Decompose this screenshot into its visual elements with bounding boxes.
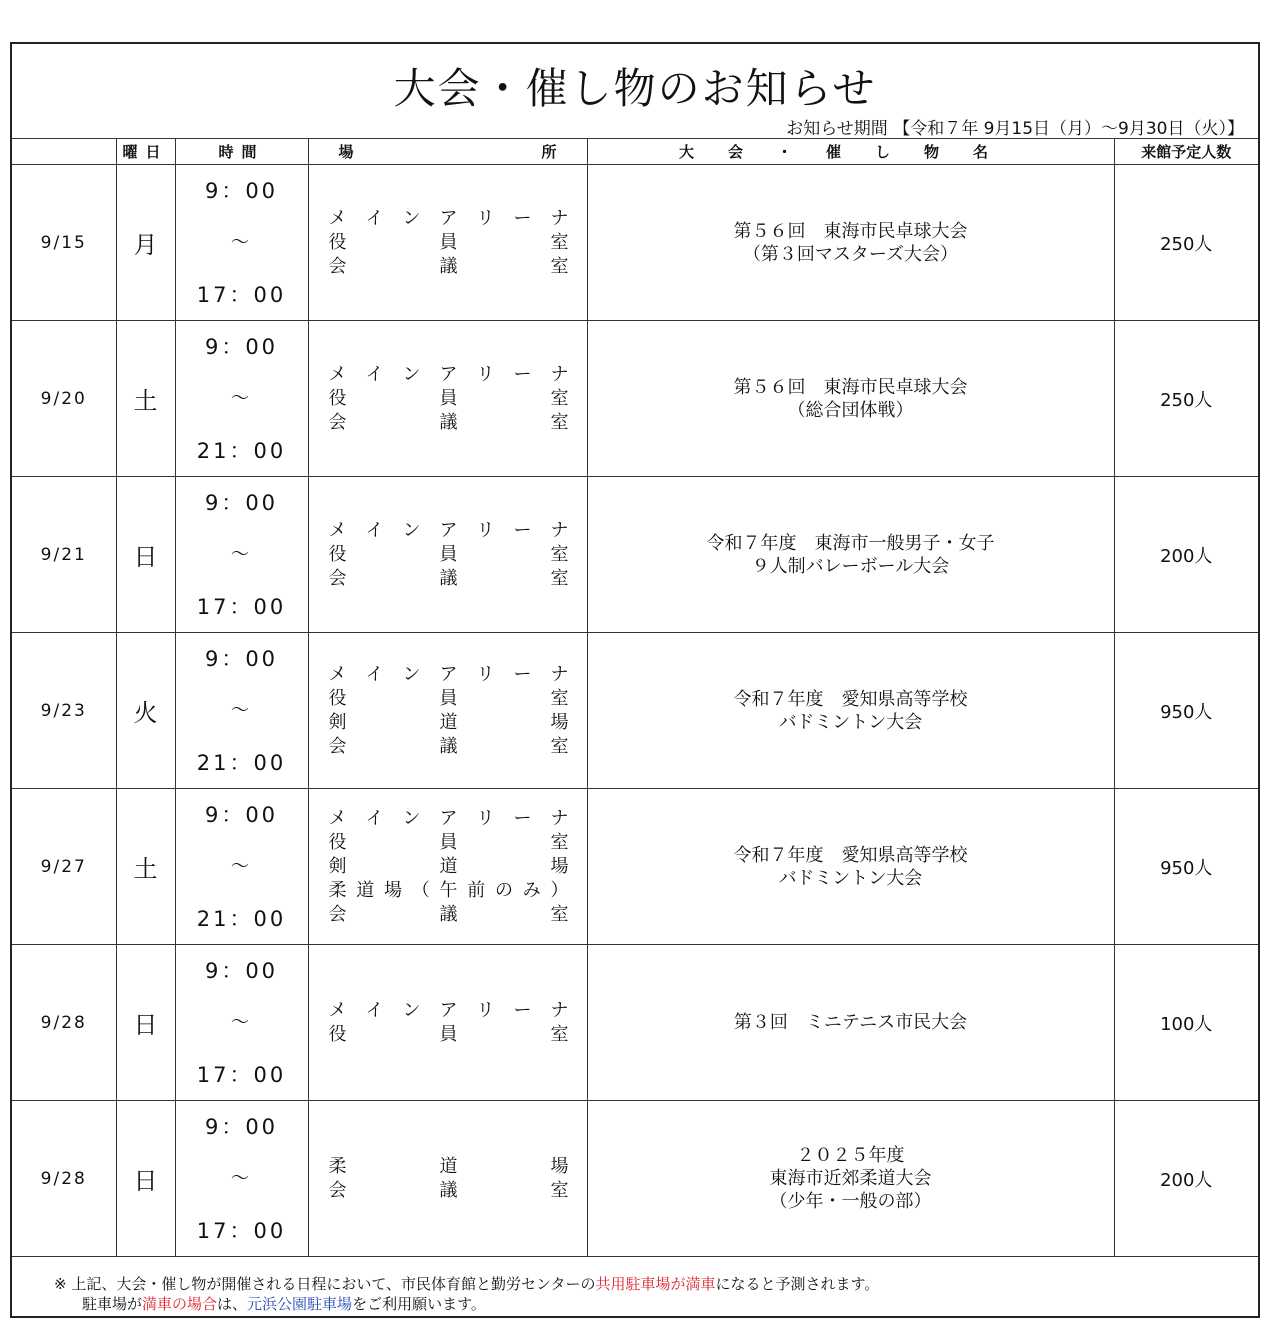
event-line: バドミントン大会 bbox=[778, 867, 923, 889]
place-char: ン bbox=[402, 663, 421, 685]
place-char: 員 bbox=[439, 387, 458, 409]
place-char: 剣 bbox=[328, 855, 347, 877]
place-line bbox=[329, 831, 569, 855]
place-char: 室 bbox=[550, 1023, 569, 1045]
header-place-left: 場 bbox=[338, 143, 362, 161]
place-char: 員 bbox=[439, 1023, 458, 1045]
place-char: ン bbox=[402, 519, 421, 541]
note-text: は、 bbox=[217, 1295, 248, 1313]
place-line bbox=[329, 411, 569, 435]
place-char: 柔 bbox=[328, 1155, 347, 1177]
place-char: 役 bbox=[328, 831, 347, 853]
place-char: の bbox=[495, 879, 513, 901]
place-char: ナ bbox=[550, 363, 569, 385]
start-time: 9：00 bbox=[204, 802, 279, 827]
header-day: 曜日 bbox=[116, 139, 175, 165]
place-char: 前 bbox=[467, 879, 486, 901]
place-char: メ bbox=[328, 519, 347, 541]
place-char: ン bbox=[402, 807, 421, 829]
place-char: 室 bbox=[550, 411, 569, 433]
place-char: ン bbox=[402, 207, 421, 229]
row-places bbox=[308, 945, 587, 1101]
place-line bbox=[329, 663, 569, 687]
event-line: （第３回マスターズ大会） bbox=[742, 243, 959, 265]
place-char: ア bbox=[439, 207, 458, 229]
time-range-tilde: ～ bbox=[231, 1011, 252, 1033]
place-char: 室 bbox=[550, 255, 569, 277]
table-row bbox=[12, 477, 1258, 633]
place-char: 室 bbox=[550, 387, 569, 409]
place-line bbox=[329, 543, 569, 567]
place-char: 議 bbox=[439, 735, 458, 757]
event-line: 令和７年度 愛知県高等学校 bbox=[733, 688, 968, 710]
header-count: 来館予定人数 bbox=[1114, 139, 1258, 165]
place-line bbox=[329, 231, 569, 255]
row-places bbox=[308, 321, 587, 477]
table-row bbox=[12, 789, 1258, 945]
header-place bbox=[308, 139, 587, 165]
place-char: メ bbox=[328, 807, 347, 829]
place-char: イ bbox=[365, 207, 384, 229]
event-line: 令和７年度 東海市一般男子・女子 bbox=[706, 532, 995, 554]
event-table bbox=[12, 138, 1258, 1257]
start-time: 9：00 bbox=[204, 958, 279, 983]
place-char: リ bbox=[476, 519, 495, 541]
place-char: メ bbox=[328, 999, 347, 1021]
end-time: 17：00 bbox=[196, 1062, 287, 1087]
place-char: イ bbox=[365, 999, 384, 1021]
place-char: 議 bbox=[439, 411, 458, 433]
table-header-row bbox=[12, 139, 1258, 165]
end-time: 21：00 bbox=[196, 906, 287, 931]
place-char: ー bbox=[513, 807, 532, 829]
event-line: 第３回 ミニテニス市民大会 bbox=[733, 1012, 968, 1033]
row-expected-visitors: 100人 bbox=[1114, 945, 1258, 1101]
row-date: 9/28 bbox=[12, 945, 116, 1101]
row-places bbox=[308, 789, 587, 945]
header-time: 時間 bbox=[175, 139, 308, 165]
place-char: 室 bbox=[550, 687, 569, 709]
place-line bbox=[329, 387, 569, 411]
row-event bbox=[587, 789, 1114, 945]
start-time: 9：00 bbox=[204, 178, 279, 203]
row-event bbox=[587, 477, 1114, 633]
note-highlight-blue: 元浜公園駐車場 bbox=[247, 1295, 353, 1313]
row-day-of-week: 日 bbox=[116, 477, 175, 633]
place-char: 室 bbox=[550, 831, 569, 853]
place-char: 員 bbox=[439, 231, 458, 253]
place-char: ー bbox=[513, 999, 532, 1021]
place-line bbox=[329, 687, 569, 711]
event-line: ２０２５年度 bbox=[796, 1145, 905, 1166]
place-char: リ bbox=[476, 363, 495, 385]
place-char: 員 bbox=[439, 831, 458, 853]
time-range-tilde: ～ bbox=[231, 699, 252, 721]
place-char: 室 bbox=[550, 903, 569, 925]
place-char: ア bbox=[439, 519, 458, 541]
row-date: 9/23 bbox=[12, 633, 116, 789]
place-line bbox=[329, 567, 569, 591]
place-line bbox=[329, 903, 569, 927]
place-line bbox=[329, 807, 569, 831]
place-char: 員 bbox=[439, 687, 458, 709]
event-line: 令和７年度 愛知県高等学校 bbox=[733, 844, 968, 866]
row-time bbox=[175, 321, 308, 477]
row-date: 9/15 bbox=[12, 165, 116, 321]
place-char: ー bbox=[513, 519, 532, 541]
table-row bbox=[12, 633, 1258, 789]
row-places bbox=[308, 1101, 587, 1257]
place-char: ア bbox=[439, 363, 458, 385]
place-char: 道 bbox=[356, 879, 375, 901]
place-char: 室 bbox=[550, 567, 569, 589]
time-range-tilde: ～ bbox=[231, 855, 252, 877]
place-char: ナ bbox=[550, 207, 569, 229]
place-char: 会 bbox=[328, 255, 347, 277]
row-expected-visitors: 200人 bbox=[1114, 1101, 1258, 1257]
place-line bbox=[329, 1155, 569, 1179]
place-char: 室 bbox=[550, 735, 569, 757]
place-char: リ bbox=[476, 807, 495, 829]
place-char: み bbox=[522, 879, 541, 901]
place-line bbox=[329, 711, 569, 735]
row-time bbox=[175, 1101, 308, 1257]
event-line: ９人制バレーボール大会 bbox=[751, 555, 950, 577]
page-title: 大会・催し物のお知らせ bbox=[393, 64, 877, 113]
event-line: （総合団体戦） bbox=[787, 399, 914, 421]
header-event: 大会・催し物名 bbox=[587, 139, 1114, 165]
place-char: 役 bbox=[328, 387, 347, 409]
place-char: 場 bbox=[550, 711, 569, 733]
row-expected-visitors: 950人 bbox=[1114, 789, 1258, 945]
place-line bbox=[329, 255, 569, 279]
place-char: 役 bbox=[328, 543, 347, 565]
place-char: 午 bbox=[439, 879, 458, 901]
place-char: メ bbox=[328, 363, 347, 385]
time-range-tilde: ～ bbox=[231, 1167, 252, 1189]
place-char: ン bbox=[402, 999, 421, 1021]
place-line bbox=[329, 735, 569, 759]
start-time: 9：00 bbox=[204, 334, 279, 359]
place-char: ー bbox=[513, 363, 532, 385]
place-char: 室 bbox=[550, 543, 569, 565]
place-line bbox=[329, 1179, 569, 1203]
place-char: ナ bbox=[550, 807, 569, 829]
place-char: 場 bbox=[384, 879, 402, 901]
row-time bbox=[175, 633, 308, 789]
table-row bbox=[12, 1101, 1258, 1257]
parking-note-line-2 bbox=[54, 1294, 879, 1314]
place-line bbox=[329, 855, 569, 879]
header-date bbox=[12, 139, 116, 165]
place-char: ア bbox=[439, 663, 458, 685]
event-line: バドミントン大会 bbox=[778, 711, 923, 733]
place-char: 議 bbox=[439, 255, 458, 277]
row-day-of-week: 日 bbox=[116, 945, 175, 1101]
place-char: 会 bbox=[328, 735, 347, 757]
time-range-tilde: ～ bbox=[231, 231, 252, 253]
place-char: 剣 bbox=[328, 711, 347, 733]
row-places bbox=[308, 477, 587, 633]
place-char: 室 bbox=[550, 231, 569, 253]
parking-note-line-1 bbox=[54, 1274, 879, 1294]
place-char: 員 bbox=[439, 543, 458, 565]
place-char: イ bbox=[365, 807, 384, 829]
place-char: ア bbox=[439, 999, 458, 1021]
end-time: 21：00 bbox=[196, 750, 287, 775]
place-char: 議 bbox=[439, 567, 458, 589]
event-line: 第５６回 東海市民卓球大会 bbox=[733, 220, 968, 242]
row-expected-visitors: 200人 bbox=[1114, 477, 1258, 633]
place-char: 場 bbox=[550, 855, 569, 877]
place-char: ナ bbox=[550, 519, 569, 541]
place-char: イ bbox=[365, 519, 384, 541]
row-expected-visitors: 250人 bbox=[1114, 321, 1258, 477]
start-time: 9：00 bbox=[204, 646, 279, 671]
row-date: 9/21 bbox=[12, 477, 116, 633]
place-char: 道 bbox=[439, 855, 458, 877]
row-expected-visitors: 250人 bbox=[1114, 165, 1258, 321]
row-time bbox=[175, 165, 308, 321]
start-time: 9：00 bbox=[204, 1114, 279, 1139]
place-char: ナ bbox=[550, 999, 569, 1021]
row-event bbox=[587, 165, 1114, 321]
place-char: 会 bbox=[328, 567, 347, 589]
place-char: ） bbox=[550, 879, 569, 901]
place-char: 会 bbox=[328, 903, 347, 925]
place-char: メ bbox=[328, 663, 347, 685]
place-char: 室 bbox=[550, 1179, 569, 1201]
place-char: ナ bbox=[550, 663, 569, 685]
note-highlight-red: 満車の場合 bbox=[142, 1295, 218, 1313]
note-text: になると予測されます。 bbox=[715, 1275, 880, 1293]
notice-sheet bbox=[10, 42, 1260, 1318]
row-event bbox=[587, 945, 1114, 1101]
table-row bbox=[12, 165, 1258, 321]
place-line bbox=[329, 519, 569, 543]
row-day-of-week: 日 bbox=[116, 1101, 175, 1257]
row-time bbox=[175, 477, 308, 633]
row-date: 9/27 bbox=[12, 789, 116, 945]
place-char: ー bbox=[513, 207, 532, 229]
row-time bbox=[175, 789, 308, 945]
row-day-of-week: 火 bbox=[116, 633, 175, 789]
place-line bbox=[329, 879, 569, 903]
row-places bbox=[308, 633, 587, 789]
place-char: ン bbox=[402, 363, 421, 385]
place-char: イ bbox=[365, 663, 384, 685]
notice-period: お知らせ期間 【令和７年 9月15日（月）～9月30日（火）】 bbox=[786, 119, 1244, 139]
row-day-of-week: 土 bbox=[116, 321, 175, 477]
place-char: メ bbox=[328, 207, 347, 229]
place-char: イ bbox=[365, 363, 384, 385]
event-line: （少年・一般の部） bbox=[769, 1191, 932, 1212]
end-time: 17：00 bbox=[196, 594, 287, 619]
start-time: 9：00 bbox=[204, 490, 279, 515]
place-char: 役 bbox=[328, 1023, 347, 1045]
place-line bbox=[329, 999, 569, 1023]
place-char: リ bbox=[476, 999, 495, 1021]
row-time bbox=[175, 945, 308, 1101]
place-char: 会 bbox=[328, 1179, 347, 1201]
row-event bbox=[587, 321, 1114, 477]
place-line bbox=[329, 207, 569, 231]
row-day-of-week: 月 bbox=[116, 165, 175, 321]
row-date: 9/28 bbox=[12, 1101, 116, 1257]
end-time: 17：00 bbox=[196, 282, 287, 307]
note-text: をご利用願います。 bbox=[352, 1295, 486, 1313]
row-date: 9/20 bbox=[12, 321, 116, 477]
row-event bbox=[587, 633, 1114, 789]
place-line bbox=[329, 363, 569, 387]
note-text: ※ 上記、大会・催し物が開催される日程において、市民体育館と勤労センターの bbox=[54, 1275, 596, 1293]
end-time: 17：00 bbox=[196, 1218, 287, 1243]
place-char: ー bbox=[513, 663, 532, 685]
time-range-tilde: ～ bbox=[231, 543, 252, 565]
row-expected-visitors: 950人 bbox=[1114, 633, 1258, 789]
note-highlight-red: 共用駐車場が満車 bbox=[595, 1275, 716, 1293]
place-char: リ bbox=[476, 663, 495, 685]
row-places bbox=[308, 165, 587, 321]
row-event bbox=[587, 1101, 1114, 1257]
table-row bbox=[12, 945, 1258, 1101]
parking-note bbox=[54, 1274, 879, 1314]
place-char: ア bbox=[439, 807, 458, 829]
table-row bbox=[12, 321, 1258, 477]
place-char: 道 bbox=[439, 711, 458, 733]
place-line bbox=[329, 1023, 569, 1047]
place-char: （ bbox=[411, 879, 430, 901]
note-text: 駐車場が bbox=[82, 1295, 143, 1313]
event-line: 第５６回 東海市民卓球大会 bbox=[733, 376, 968, 398]
place-char: 役 bbox=[328, 687, 347, 709]
place-char: 場 bbox=[550, 1155, 569, 1177]
row-day-of-week: 土 bbox=[116, 789, 175, 945]
place-char: 役 bbox=[328, 231, 347, 253]
header-place-right: 所 bbox=[541, 143, 565, 161]
place-char: 会 bbox=[328, 411, 347, 433]
end-time: 21：00 bbox=[196, 438, 287, 463]
event-line: 東海市近郊柔道大会 bbox=[769, 1168, 932, 1189]
place-char: リ bbox=[476, 207, 495, 229]
place-char: 議 bbox=[439, 1179, 458, 1201]
place-char: 議 bbox=[439, 903, 458, 925]
place-char: 柔 bbox=[328, 879, 347, 901]
time-range-tilde: ～ bbox=[231, 387, 252, 409]
place-char: 道 bbox=[439, 1155, 458, 1177]
